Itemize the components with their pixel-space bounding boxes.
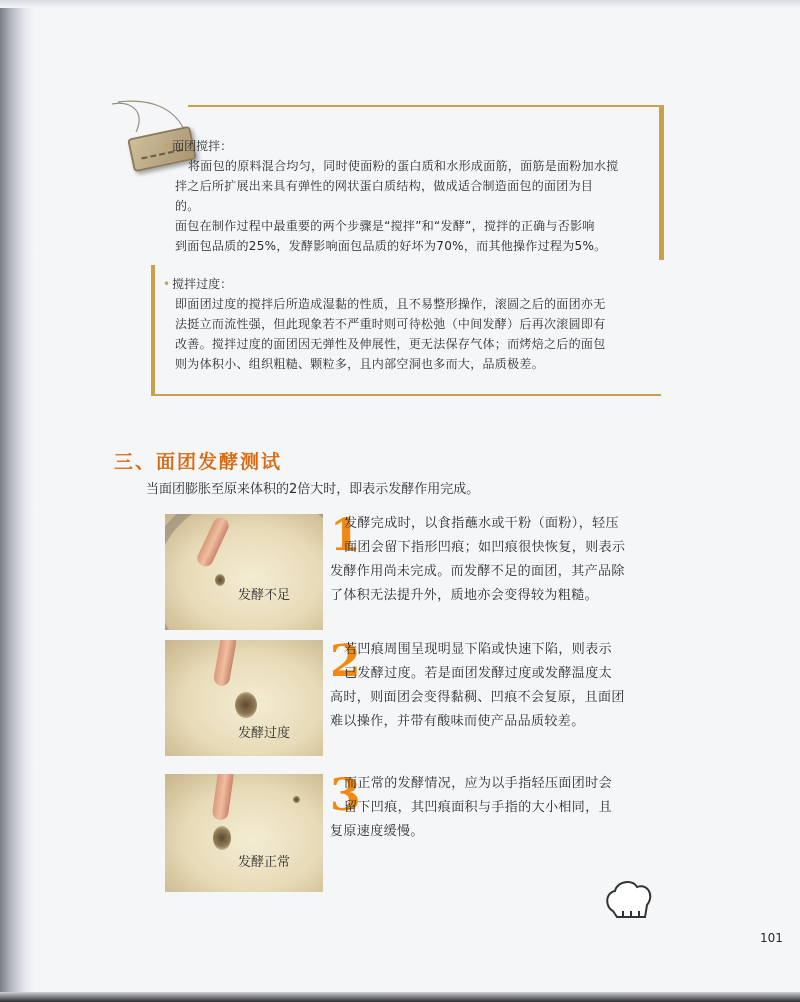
- photo-caption: 发酵不足: [238, 588, 291, 603]
- info-item1-body: [175, 156, 655, 256]
- photo-caption: 发酵正常: [238, 855, 291, 870]
- info-item2-title: • 搅拌过度：: [163, 277, 233, 291]
- dent-mark: [235, 692, 257, 718]
- info-item1-line: 面包在制作过程中最重要的两个步骤是“搅拌”和“发酵”，搅拌的正确与否影响: [175, 219, 595, 233]
- info-item1-line: 拌之后所扩展出来具有弹性的网状蛋白质结构，做成适合制造面包的面团为目: [175, 179, 594, 193]
- step-line: 发酵完成时，以食指蘸水或干粉（面粉），轻压: [344, 516, 619, 531]
- info-item1-line: 将面包的原料混合均匀，同时使面粉的蛋白质和水形成面筋，面筋是面粉加水搅: [188, 159, 619, 173]
- info-box-left-border: [151, 265, 155, 395]
- step-line: 面团会留下指形凹痕；如凹痕很快恢复，则表示: [344, 540, 626, 555]
- dent-mark: [293, 796, 300, 803]
- section-title: 三、面团发酵测试: [114, 451, 283, 473]
- step-number: 2: [330, 636, 361, 687]
- info-item2-line: 改善。搅拌过度的面团因无弹性及伸展性，更无法保存气体；而烤焙之后的面包: [175, 337, 606, 351]
- photo-under-fermented: [165, 514, 323, 630]
- page-top-edge: [0, 0, 800, 8]
- page-number: 101: [760, 931, 783, 945]
- dent-mark: [215, 574, 225, 586]
- photo-normal-fermented: [165, 774, 323, 892]
- step-line: 难以操作，并带有酸味而使产品品质较差。: [330, 714, 585, 729]
- info-item2-line: 则为体积小、组织粗糙、颗粒多，且内部空洞也多而大，品质极差。: [175, 357, 545, 371]
- info-item2-line: 即面团过度的搅拌后所造成湿黏的性质，且不易整形操作，滚圆之后的面团亦无: [175, 297, 606, 311]
- step-text: [330, 638, 654, 734]
- info-item1-line: 到面包品质的25%，发酵影响面包品质的好坏为70%，而其他操作过程为5%。: [175, 239, 607, 253]
- photo-over-fermented: [165, 640, 323, 756]
- step-line: 已发酵过度。若是面团发酵过度或发酵温度太: [344, 666, 613, 681]
- step-number: 3: [330, 770, 361, 821]
- info-item2-body: [175, 294, 655, 374]
- finger-icon: [213, 640, 238, 687]
- finger-icon: [211, 774, 234, 821]
- step-line: 若凹痕周围呈现明显下陷或快速下陷，则表示: [344, 642, 613, 657]
- info-item1-line: 的。: [175, 199, 200, 213]
- dent-mark: [213, 826, 231, 850]
- step-line: 高时，则面团会变得黏稠、凹痕不会复原，且面团: [330, 690, 625, 705]
- page-bottom-edge: [0, 992, 800, 1002]
- info-box-top-border: [188, 105, 664, 107]
- section-subtitle: 当面团膨胀至原来体积的2倍大时，即表示发酵作用完成。: [146, 482, 480, 497]
- book-spine-shadow: [0, 0, 34, 1002]
- step-line: 发酵作用尚未完成。而发酵不足的面团，其产品除: [330, 564, 625, 579]
- info-item2-line: 法挺立而流性强，但此现象若不严重时则可待松弛（中间发酵）后再次滚圆即有: [175, 317, 606, 331]
- step-text: [330, 512, 654, 608]
- chef-hat-icon: [603, 877, 655, 925]
- step-number: 1: [330, 510, 361, 561]
- info-box-right-border: [659, 105, 664, 260]
- step-line: 复原速度缓慢。: [330, 824, 424, 839]
- info-item1-title: • 面团搅拌：: [163, 139, 233, 153]
- step-line: 而正常的发酵情况，应为以手指轻压面团时会: [344, 776, 613, 791]
- step-text: [330, 772, 654, 844]
- step-line: 留下凹痕，其凹痕面积与手指的大小相同，且: [344, 800, 613, 815]
- info-box-bottom-border: [151, 394, 661, 396]
- step-line: 了体积无法提升外，质地亦会变得较为粗糙。: [330, 588, 599, 603]
- photo-caption: 发酵过度: [238, 726, 291, 741]
